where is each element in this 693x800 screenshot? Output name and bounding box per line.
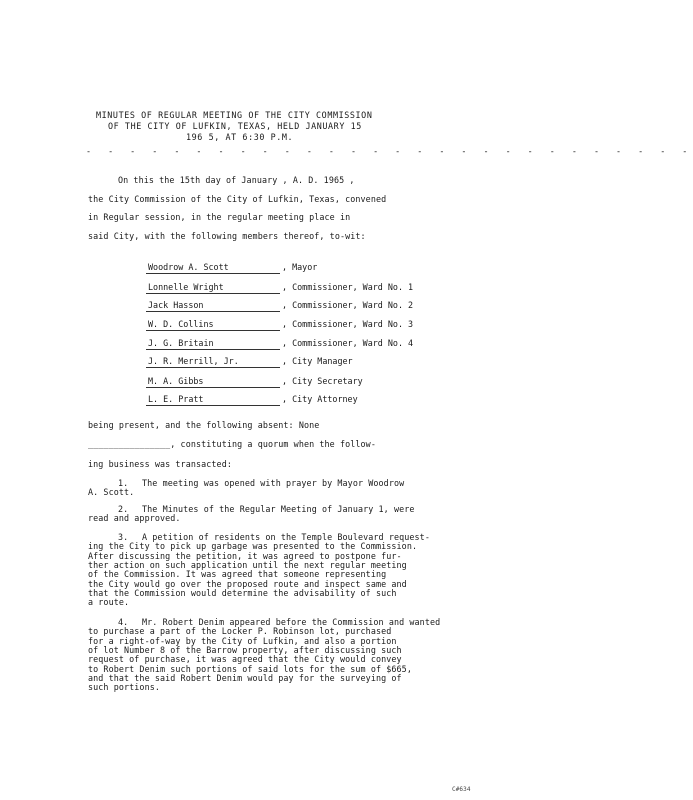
- item-number: 4.: [118, 617, 129, 627]
- item-line: request of purchase, it was agreed that the City would convey: [88, 654, 402, 665]
- header-line-3: 196 5, AT 6:30 P.M.: [186, 132, 294, 142]
- item-line: for a right-of-way by the City of Lufkin, and also a portion: [88, 635, 397, 646]
- intro-line-4: said City, with the following members thereof, to-wit:: [88, 231, 366, 241]
- header-line-1: MINUTES OF REGULAR MEETING OF THE CITY COMMISSION: [96, 110, 373, 120]
- member-row: [146, 356, 466, 368]
- item-line: to purchase a part of the Locker P. Robinson lot, purchased: [88, 626, 392, 637]
- item-line: read and approved.: [88, 513, 181, 524]
- header-line-2: OF THE CITY OF LUFKIN, TEXAS, HELD JANUARY 15: [108, 121, 362, 131]
- item-number: 1.: [118, 478, 129, 488]
- member-title: , Mayor: [282, 262, 318, 272]
- item-line: The meeting was opened with prayer by Mayor Woodrow: [142, 478, 405, 488]
- item-line: and that the said Robert Denim would pay for the surveying of: [88, 672, 402, 683]
- absent-line-1: being present, and the following absent: None: [88, 420, 320, 430]
- member-name: Jack Hasson: [146, 300, 280, 312]
- item-line: The Minutes of the Regular Meeting of January 1, were: [142, 504, 415, 514]
- footer-mark: C#634: [452, 786, 471, 793]
- member-row: [146, 282, 466, 294]
- member-name: M. A. Gibbs: [146, 376, 280, 388]
- item-line: ing the City to pick up garbage was presented to the Commission.: [88, 541, 418, 552]
- member-row: [146, 376, 466, 388]
- member-title: , Commissioner, Ward No. 3: [282, 319, 414, 329]
- member-name: Lonnelle Wright: [146, 282, 280, 294]
- intro-line-1: On this the 15th day of January , A. D. 1965 ,: [118, 175, 355, 185]
- item-line: Mr. Robert Denim appeared before the Commission and wanted: [142, 617, 441, 627]
- item-line: the City would go over the proposed route and inspect same and: [88, 578, 407, 589]
- member-title: , City Attorney: [282, 394, 358, 404]
- item-line: that the Commission would determine the advisability of such: [88, 587, 397, 598]
- item-number: 3.: [118, 532, 129, 542]
- member-name: W. D. Collins: [146, 319, 280, 331]
- member-title: , Commissioner, Ward No. 4: [282, 338, 414, 348]
- member-title: , City Manager: [282, 356, 353, 366]
- member-row: [146, 319, 466, 331]
- member-title: , Commissioner, Ward No. 1: [282, 282, 414, 292]
- member-name: J. G. Britain: [146, 338, 280, 350]
- member-row: [146, 262, 466, 274]
- item-line: A. Scott.: [88, 487, 135, 498]
- item-line: A petition of residents on the Temple Boulevard request-: [142, 532, 430, 542]
- separator: - - - - - - - - - - - - - - - - - - - - - - - - - - - -: [86, 146, 693, 156]
- item-line: ther action on such application until the next regular meeting: [88, 559, 407, 570]
- item-line: of lot Number 8 of the Barrow property, after discussing such: [88, 644, 402, 655]
- member-row: [146, 394, 466, 406]
- item-line: to Robert Denim such portions of said lots for the sum of $665,: [88, 663, 412, 674]
- intro-line-2: the City Commission of the City of Lufkin, Texas, convened: [88, 194, 387, 204]
- member-name: L. E. Pratt: [146, 394, 280, 406]
- member-row: [146, 338, 466, 350]
- member-title: , City Secretary: [282, 376, 363, 386]
- item-line: such portions.: [88, 682, 160, 693]
- member-title: , Commissioner, Ward No. 2: [282, 300, 414, 310]
- intro-line-3: in Regular session, in the regular meeting place in: [88, 212, 351, 222]
- item-line: of the Commission. It was agreed that someone representing: [88, 569, 387, 580]
- member-name: J. R. Merrill, Jr.: [146, 356, 280, 368]
- item-line: After discussing the petition, it was agreed to postpone fur-: [88, 550, 402, 561]
- member-row: [146, 300, 466, 312]
- item-number: 2.: [118, 504, 129, 514]
- absent-line-3: ing business was transacted:: [88, 459, 232, 469]
- member-name: Woodrow A. Scott: [146, 262, 280, 274]
- absent-line-2: ________________, constituting a quorum when the follow-: [88, 439, 376, 449]
- item-line: a route.: [88, 597, 130, 608]
